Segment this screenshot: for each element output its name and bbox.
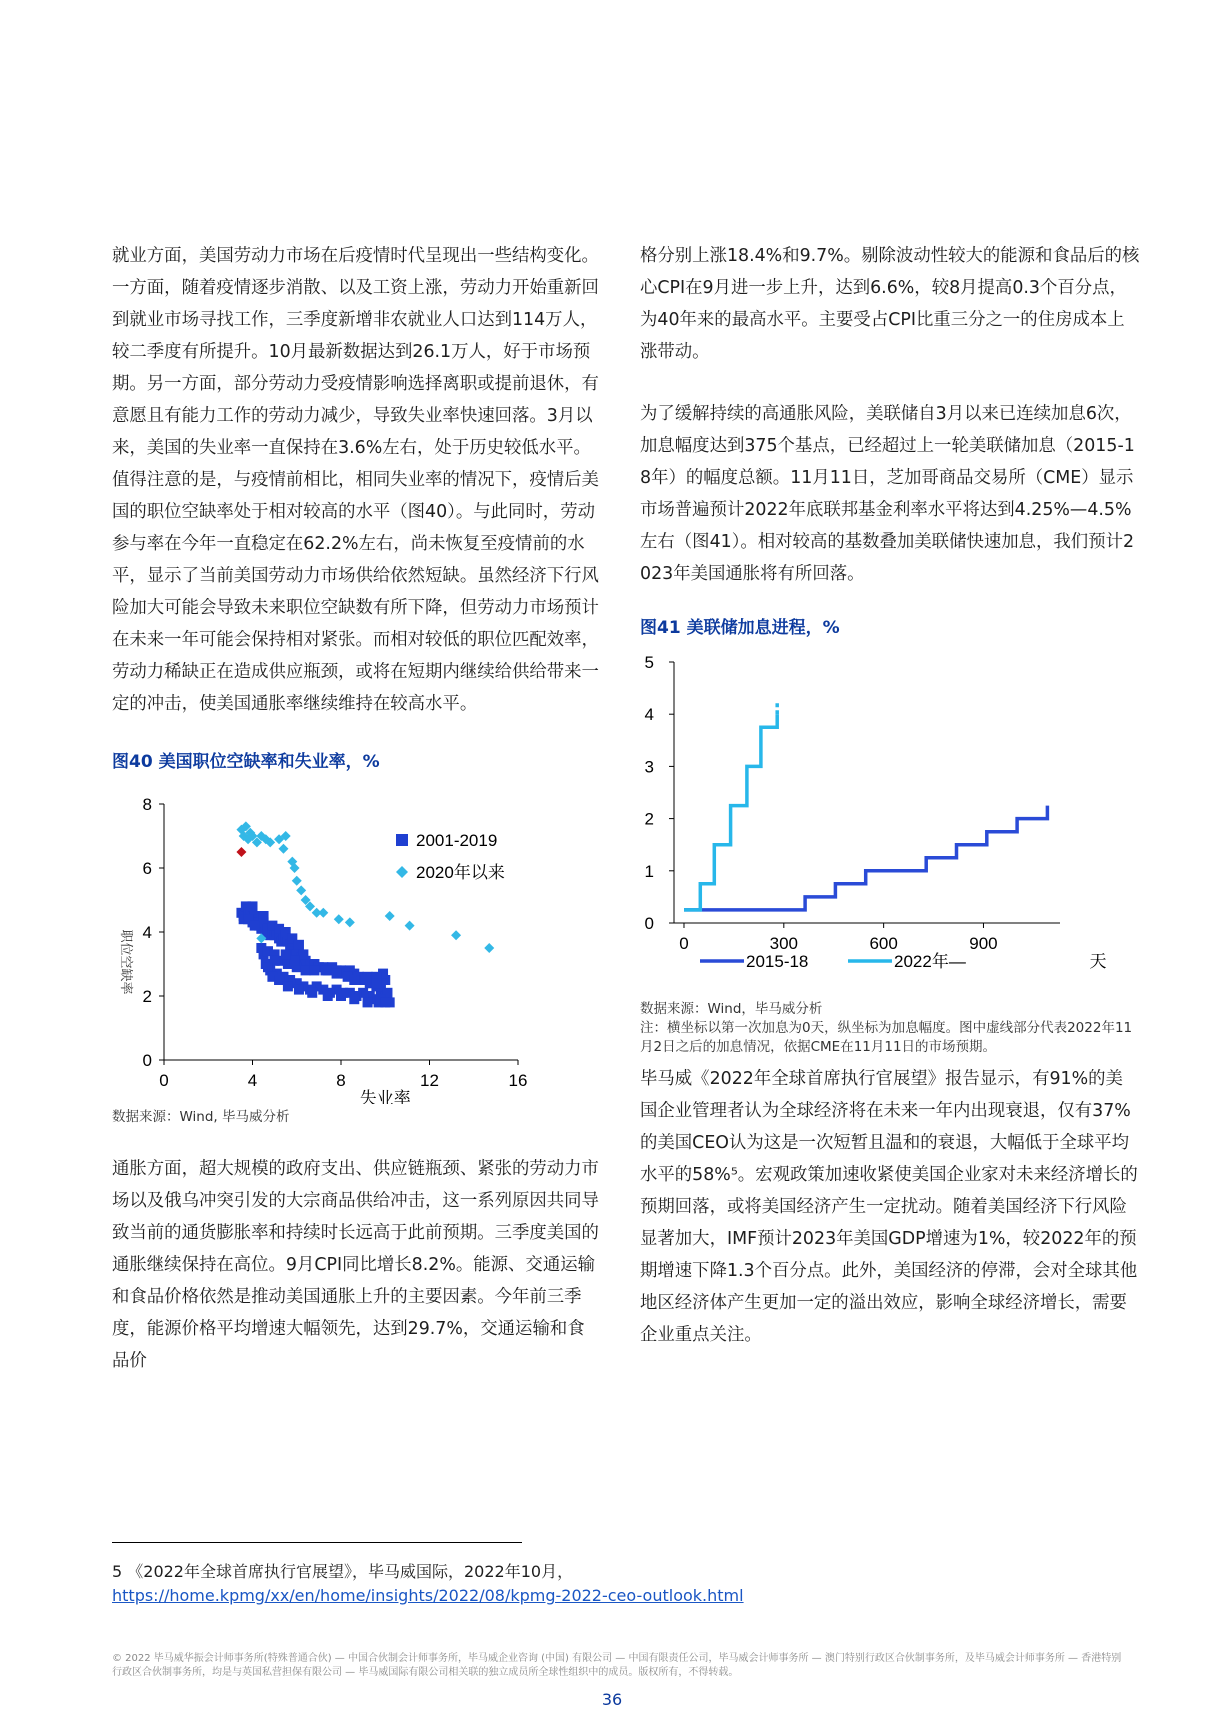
figure-41-note: 注：横坐标以第一次加息为0天，纵坐标为加息幅度。图中虚线部分代表2022年11月2日之后的加息情况，依据CME在11月11日的市场预期。 [640, 1020, 1133, 1055]
data-point-2001-2019 [380, 997, 390, 1007]
data-point-2001-2019 [360, 975, 370, 985]
data-point-2001-2019 [248, 901, 258, 911]
data-point-2001-2019 [290, 956, 300, 966]
data-point-2020-since [296, 885, 306, 895]
left-column [112, 240, 600, 1377]
x-tick-label: 8 [336, 1071, 346, 1090]
body-paragraph-fed: 为了缓解持续的高通胀风险，美联储自3月以来已连续加息6次，加息幅度达到375个基点，已经超过上一轮美联储加息（2015-18年）的幅度总额。11月11日，芝加哥商品交易所（CME）显示市场普遍预计2022年底联邦基金利率水平将达到4.25%—4.5%左右（图41）。相对较高的基数叠加美联储快速加息，我们预计2023年美国通胀将有所回落。 [640, 404, 1135, 584]
figure-40-title: 图40 美国职位空缺率和失业率，% [112, 752, 380, 772]
right-column [640, 240, 1140, 1351]
data-point-2001-2019 [307, 988, 317, 998]
legal-notice: © 2022 毕马威华振会计师事务所(特殊普通合伙) — 中国合伙制会计师事务所，毕马威企业咨询 (中国) 有限公司 — 中国有限责任公司，毕马威会计师事务所 — 澳门特别行政区合伙制事务所，及毕马威会计师事务所 — 香港特别行政区合伙制事务所，均是与英国私营担保有限公司 — 毕马威国际有限公司相关联的独立成员所全球性组织中的成员。版权所有，不得转载。 [112, 1653, 1122, 1678]
y-tick-label: 4 [142, 923, 152, 942]
x-tick-label: 0 [159, 1071, 169, 1090]
data-point-2001-2019 [349, 975, 359, 985]
data-point-2001-2019 [323, 991, 333, 1001]
y-tick-label: 2 [142, 987, 152, 1006]
x-tick-label: 12 [420, 1071, 439, 1090]
data-point-2001-2019 [281, 949, 291, 959]
data-point-2001-2019 [349, 994, 359, 1004]
data-point-2020-since [451, 930, 461, 940]
body-paragraph-ceo-outlook: 毕马威《2022年全球首席执行官展望》报告显示，有91%的美国企业管理者认为全球经济将在未来一年内出现衰退，仅有37%的美国CEO认为这是一次短暂且温和的衰退，大幅低于全球平均水平的58%⁵。宏观政策加速收紧使美国企业家对未来经济增长的预期回落，或将美国经济产生一定扰动。随着美国经济下行风险显著加大，IMF预计2023年美国GDP增速为1%，较2022年的预期增速下降1.3个百分点。此外，美国经济的停滞，会对全球其他地区经济体产生更加一定的溢出效应，影响全球经济增长，需要企业重点关注。 [640, 1069, 1138, 1345]
data-point-2020-since [292, 876, 302, 886]
data-point-highlight [236, 847, 246, 857]
body-paragraph-cpi: 格分别上涨18.4%和9.7%。剔除波动性较大的能源和食品后的核心CPI在9月进一步上升，达到6.6%，较8月提高0.3个百分点，为40年来的最高水平。主要受占CPI比重三分之一的住房成本上涨带动。 [640, 246, 1140, 362]
legend-label-2022: 2022年— [894, 952, 966, 971]
figure-41-title: 图41 美联储加息进程，% [640, 618, 840, 638]
footnote [112, 1560, 744, 1608]
data-point-2001-2019 [321, 965, 331, 975]
y-tick-label: 8 [142, 795, 152, 814]
data-point-2020-since [405, 921, 415, 931]
data-point-2020-since [345, 917, 355, 927]
body-paragraph-labor: 就业方面，美国劳动力市场在后疫情时代呈现出一些结构变化。一方面，随着疫情逐步消散、以及工资上涨，劳动力开始重新回到就业市场寻找工作，三季度新增非农就业人口达到114万人，较二季度有所提升。10月最新数据达到26.1万人，好于市场预期。另一方面，部分劳动力受疫情影响选择离职或提前退休，有意愿且有能力工作的劳动力减少，导致失业率快速回落。3月以来，美国的失业率一直保持在3.6%左右，处于历史较低水平。值得注意的是，与疫情前相比，相同失业率的情况下，疫情后美国的职位空缺率处于相对较高的水平（图40）。与此同时，劳动参与率在今年一直稳定在62.2%左右，尚未恢复至疫情前的水平，显示了当前美国劳动力市场供给依然短缺。虽然经济下行风险加大可能会导致未来职位空缺数有所下降，但劳动力市场预计在未来一年可能会保持相对紧张。而相对较低的职位匹配效率，劳动力稀缺正在造成供应瓶颈，或将在短期内继续给供给带来一定的冲击，使美国通胀率继续维持在较高水平。 [112, 246, 599, 714]
y-tick-label: 6 [142, 859, 152, 878]
x-tick-label: 600 [869, 934, 898, 953]
data-point-2001-2019 [250, 921, 260, 931]
series-line-2015-18 [684, 806, 1047, 910]
data-point-2001-2019 [309, 965, 319, 975]
x-tick-label: 300 [769, 934, 798, 953]
data-point-2020-since [318, 908, 328, 918]
figure-41-source: 数据来源：Wind，毕马威分析 [640, 1001, 823, 1017]
data-point-2001-2019 [294, 985, 304, 995]
page-number: 36 [601, 1690, 623, 1709]
data-point-2020-since [385, 911, 395, 921]
y-tick-label: 4 [644, 705, 654, 725]
x-axis-unit: 天 [1089, 952, 1107, 971]
data-point-2001-2019 [263, 962, 273, 972]
y-tick-label: 3 [644, 757, 654, 777]
data-point-2001-2019 [363, 997, 373, 1007]
data-point-2001-2019 [298, 949, 308, 959]
footnote-divider [112, 1542, 522, 1543]
body-paragraph-inflation: 通胀方面，超大规模的政府支出、供应链瓶颈、紧张的劳动力市场以及俄乌冲突引发的大宗商品供给冲击，这一系列原因共同导致当前的通货膨胀率和持续时长远高于此前预期。三季度美国的通胀继续保持在高位。9月CPI同比增长8.2%。能源、交通运输和食品价格依然是推动美国通胀上升的主要因素。今年前三季度，能源价格平均增速大幅领先，达到29.7%，交通运输和食品价 [112, 1159, 599, 1371]
data-point-2020-since [484, 943, 494, 953]
legend-label-2015-18: 2015-18 [746, 952, 809, 971]
data-point-2001-2019 [301, 965, 311, 975]
data-point-2001-2019 [336, 991, 346, 1001]
x-tick-label: 0 [679, 934, 689, 953]
y-tick-label: 1 [644, 861, 654, 881]
data-point-2020-since [278, 844, 288, 854]
legend-label-2020-since: 2020年以来 [416, 863, 505, 882]
x-tick-label: 16 [508, 1071, 528, 1090]
x-axis-title: 失业率 [359, 1089, 411, 1104]
data-point-2020-since [334, 914, 344, 924]
legend-label-2001-2019: 2001-2019 [416, 831, 498, 850]
y-tick-label: 5 [644, 653, 654, 672]
legend-marker-2020-since [396, 866, 408, 878]
series-line-2022 [684, 714, 777, 910]
legend-marker-2001-2019 [396, 834, 408, 846]
x-tick-label: 900 [969, 934, 998, 953]
y-tick-label: 0 [644, 914, 654, 933]
data-point-2001-2019 [274, 975, 284, 985]
y-tick-label: 0 [142, 1051, 152, 1070]
data-point-2001-2019 [294, 940, 304, 950]
data-point-2001-2019 [283, 981, 293, 991]
figure-40-source: 数据来源：Wind, 毕马威分析 [112, 1109, 290, 1125]
footnote-text: 5 《2022年全球首席执行官展望》，毕马威国际，2022年10月， [112, 1562, 574, 1581]
figure-41-line-chart [640, 640, 1128, 996]
data-point-2001-2019 [332, 969, 342, 979]
data-point-2001-2019 [371, 978, 381, 988]
x-tick-label: 4 [247, 1071, 258, 1090]
y-axis-title: 职位空缺率 [119, 929, 134, 995]
footnote-link[interactable]: https://home.kpmg/xx/en/home/insights/2022/08/kpmg-2022-ceo-outlook.html [112, 1586, 744, 1605]
figure-40-scatter-chart [112, 774, 600, 1104]
y-tick-label: 2 [644, 809, 654, 829]
data-point-2001-2019 [259, 911, 269, 921]
